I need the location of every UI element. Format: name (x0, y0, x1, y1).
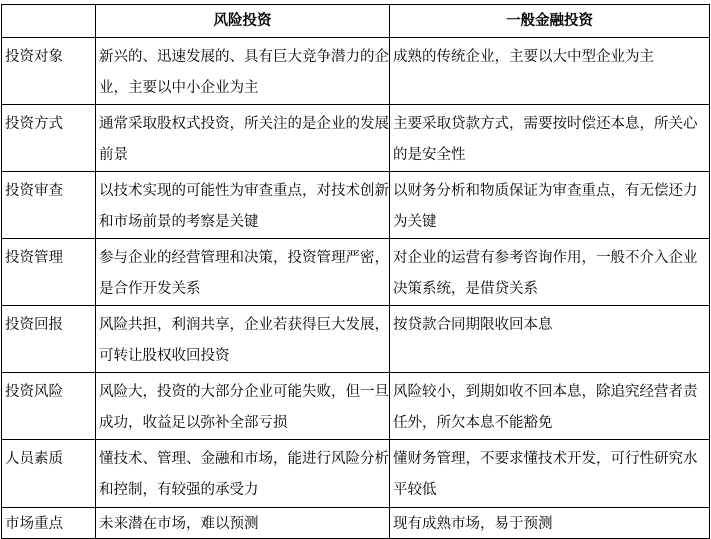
general-cell: 现有成熟市场，易于预测 (390, 508, 710, 539)
row-label: 投资风险 (2, 373, 96, 440)
table-row (2, 105, 710, 172)
risk-cell: 以技术实现的可能性为审查重点，对技术创新和市场前景的考察是关键 (96, 172, 390, 239)
risk-cell: 风险共担，利润共享，企业若获得巨大发展，可转让股权收回投资 (96, 306, 390, 373)
table-row (2, 306, 710, 373)
header-general-investment: 一般金融投资 (390, 5, 710, 38)
row-label: 市场重点 (2, 508, 96, 539)
table-row (2, 38, 710, 105)
table-row (2, 440, 710, 508)
risk-cell: 参与企业的经营管理和决策，投资管理严密，是合作开发关系 (96, 239, 390, 306)
risk-cell: 新兴的、迅速发展的、具有巨大竞争潜力的企业，主要以中小企业为主 (96, 38, 390, 105)
general-cell: 懂财务管理，不要求懂技术开发，可行性研究水平较低 (390, 440, 710, 508)
general-cell: 以财务分析和物质保证为审查重点，有无偿还力为关键 (390, 172, 710, 239)
general-cell: 对企业的运营有参考咨询作用，一般不介入企业决策系统，是借贷关系 (390, 239, 710, 306)
table-row (2, 172, 710, 239)
row-label: 人员素质 (2, 440, 96, 508)
general-cell: 主要采取贷款方式，需要按时偿还本息，所关心的是安全性 (390, 105, 710, 172)
risk-cell: 懂技术、管理、金融和市场，能进行风险分析和控制，有较强的承受力 (96, 440, 390, 508)
row-label: 投资回报 (2, 306, 96, 373)
comparison-table (1, 4, 710, 539)
risk-cell: 风险大，投资的大部分企业可能失败，但一旦成功，收益足以弥补全部亏损 (96, 373, 390, 440)
row-label: 投资方式 (2, 105, 96, 172)
risk-cell: 通常采取股权式投资，所关注的是企业的发展前景 (96, 105, 390, 172)
table-row (2, 373, 710, 440)
header-row (2, 5, 710, 38)
table-row (2, 239, 710, 306)
header-risk-investment: 风险投资 (96, 5, 390, 38)
row-label: 投资审查 (2, 172, 96, 239)
risk-cell: 未来潜在市场，难以预测 (96, 508, 390, 539)
general-cell: 风险较小，到期如收不回本息，除追究经营者责任外，所欠本息不能豁免 (390, 373, 710, 440)
general-cell: 按贷款合同期限收回本息 (390, 306, 710, 373)
row-label: 投资对象 (2, 38, 96, 105)
header-empty (2, 5, 96, 38)
table-row (2, 508, 710, 539)
general-cell: 成熟的传统企业，主要以大中型企业为主 (390, 38, 710, 105)
row-label: 投资管理 (2, 239, 96, 306)
